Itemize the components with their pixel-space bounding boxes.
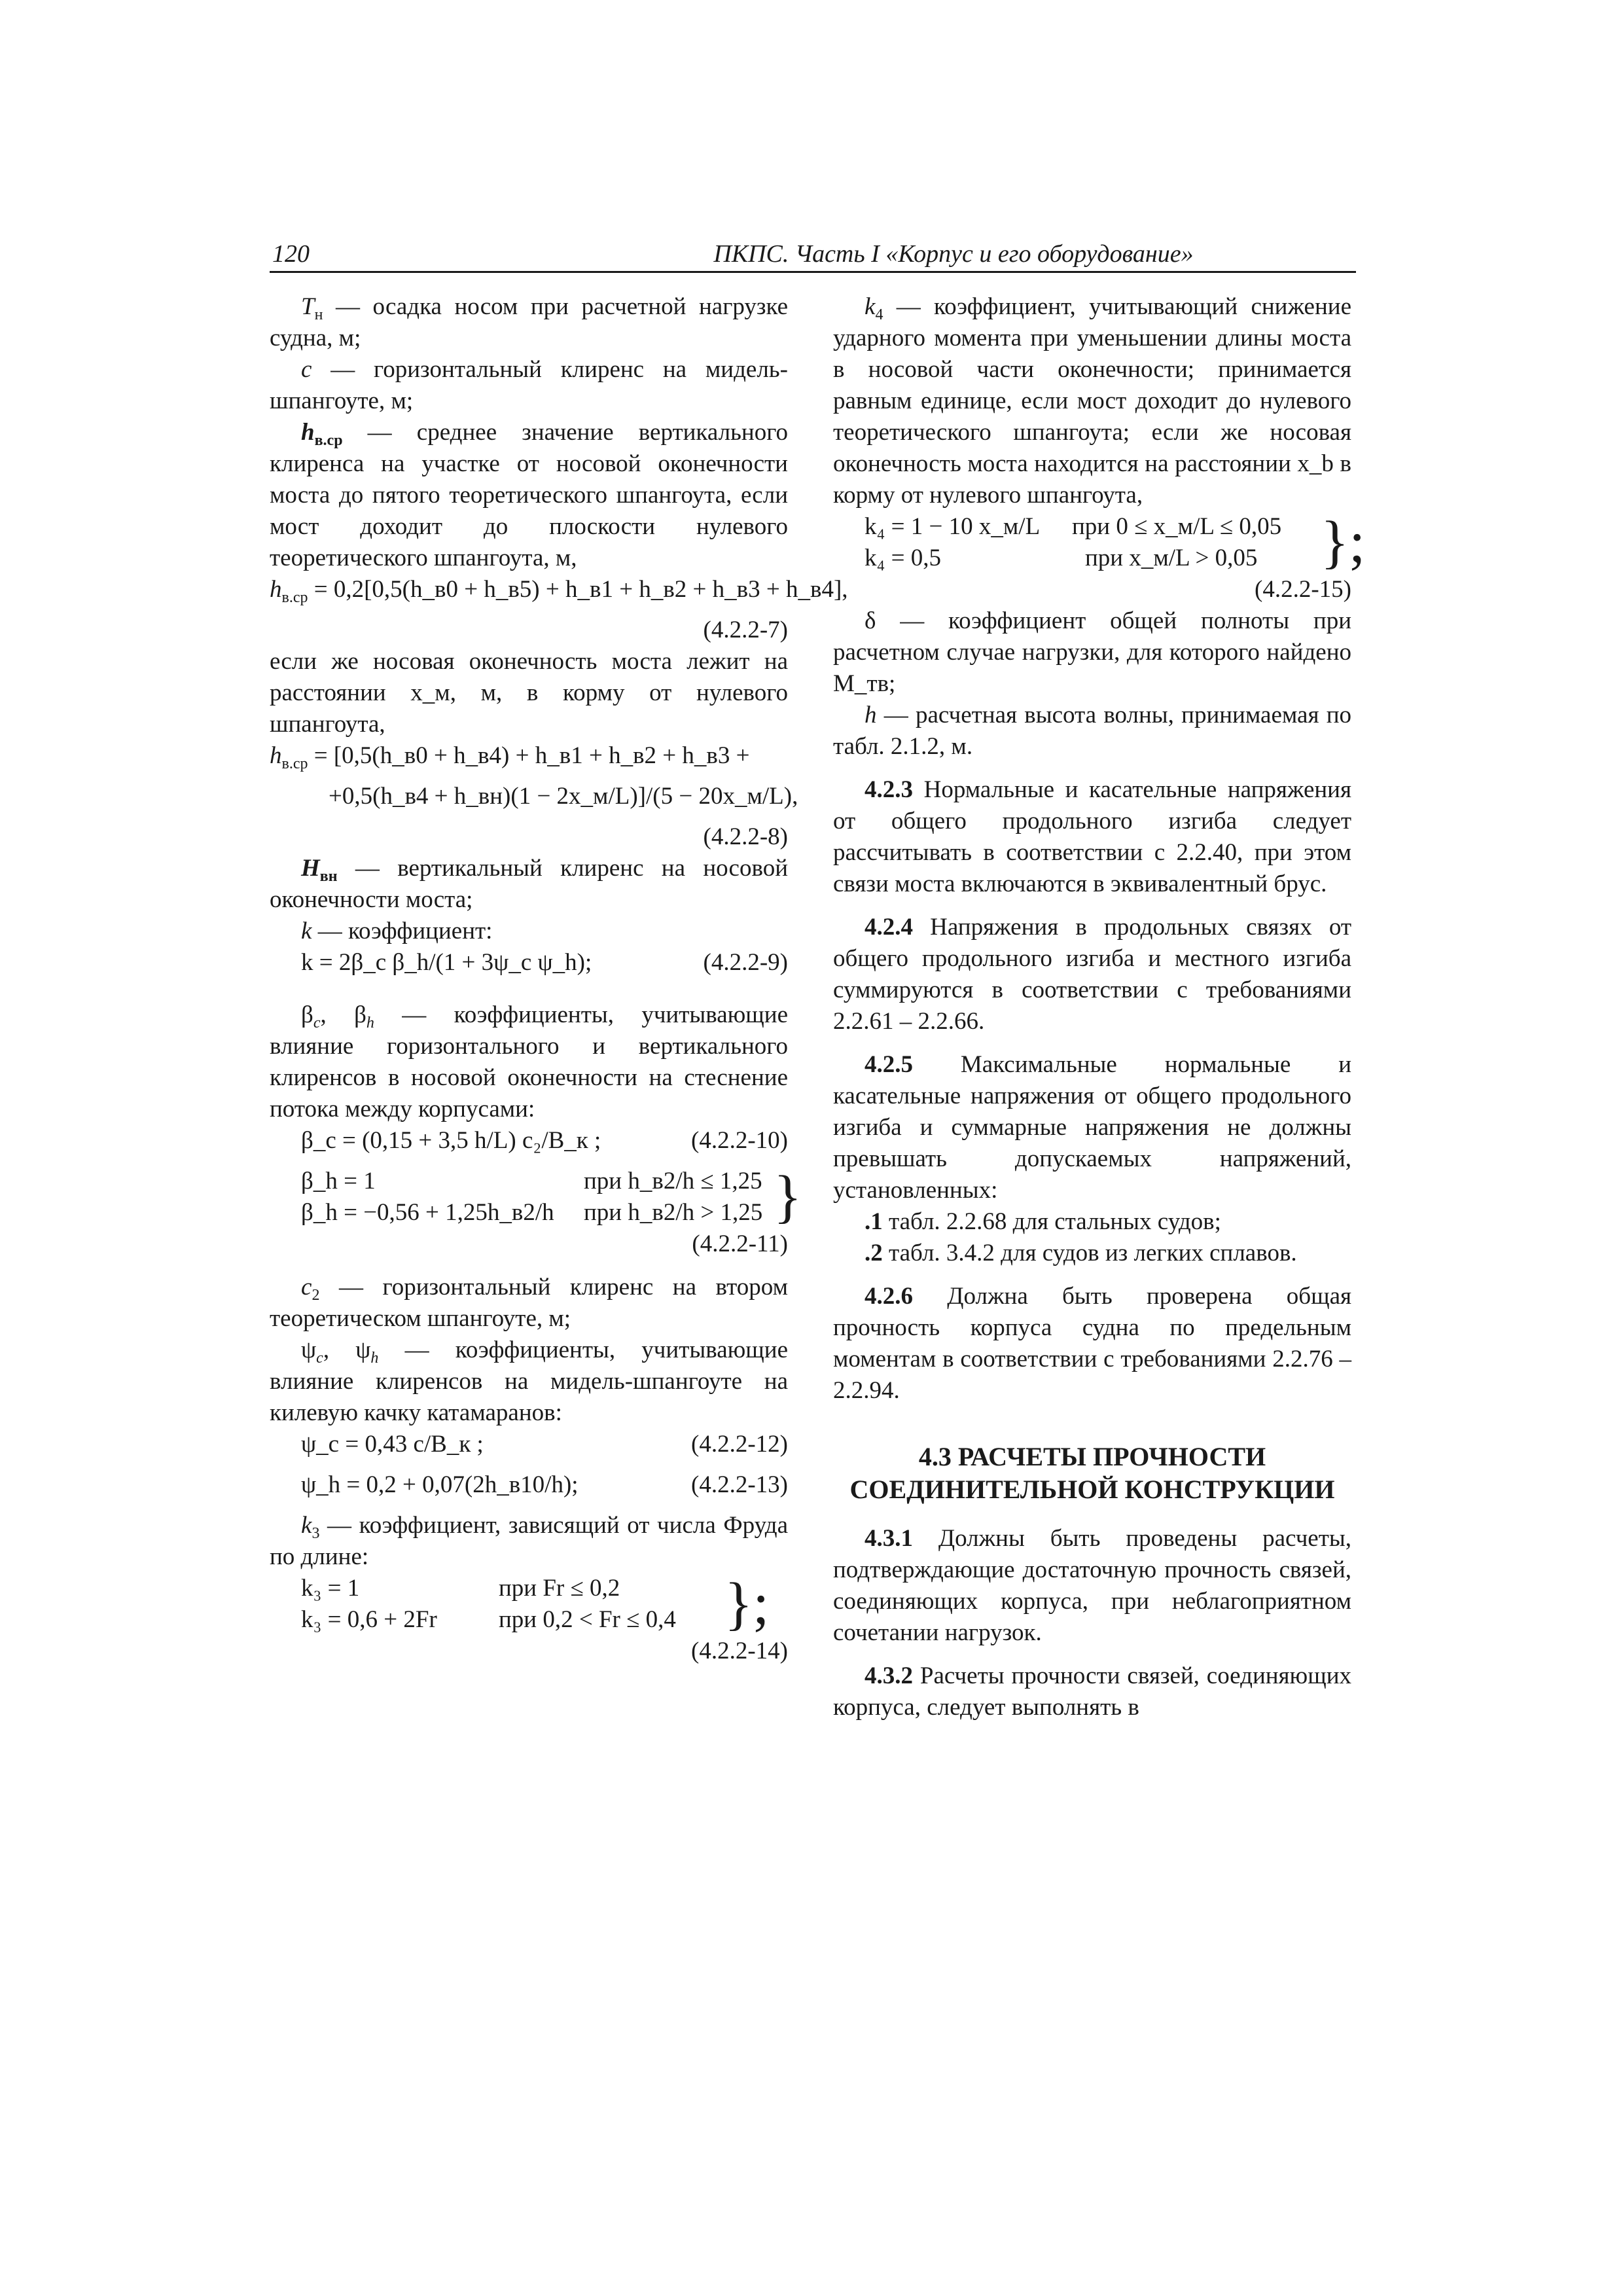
eq-number-8: (4.2.2-8) <box>703 823 788 850</box>
page-number: 120 <box>272 240 310 268</box>
section-4-2-3: 4.2.3 Нормальные и касательные напряжения от общего продольного изгиба следует рассчитывать в соответствии с 2.2.40, при этом связи моста включаются в эквивалентный брус. <box>833 776 1352 897</box>
def-tn: $T_н$ — осадка носом при расчетной нагрузке судна, м; <box>270 293 789 351</box>
running-title: ПКПС. Часть I «Корпус и его оборудование» <box>713 240 1194 268</box>
eq-number-13: (4.2.2-13) <box>691 1471 788 1498</box>
def-hvsr: $h_{в.ср}$ — среднее значение вертикального клиренса на участке от носовой оконечности моста до пятого теоретического шпангоута, если мост доходит до плоскости нулевого теоретического шпангоута, м, <box>270 419 788 571</box>
eq-number-9: (4.2.2-9) <box>703 949 788 976</box>
def-hvn: $H_{вн}$ — вертикальный клиренс на носовой оконечности моста; <box>270 855 788 913</box>
item-2: .2 табл. 3.4.2 для судов из легких сплавов. <box>865 1240 1297 1266</box>
section-heading-4-3: 4.3 РАСЧЕТЫ ПРОЧНОСТИ СОЕДИНИТЕЛЬНОЙ КОНСТРУКЦИИ <box>849 1442 1335 1504</box>
formula-4-2-2-9: k = 2β_c β_h/(1 + 3ψ_c ψ_h); (4.2.2-9) <box>270 947 788 988</box>
eq-number-7: (4.2.2-7) <box>703 617 788 643</box>
def-c: c — горизонтальный клиренс на мидель-шпангоуте, м; <box>270 356 788 414</box>
formula-4-2-2-13: ψ_h = 0,2 + 0,07(2h_в10/h); (4.2.2-13) <box>270 1469 788 1510</box>
def-beta: $\beta_c$, $\beta_h$ — коэффициенты, учитывающие влияние горизонтального и вертикального клиренсов в носовой оконечности на стеснение потока между корпусами: <box>270 1001 789 1122</box>
formula-4-2-2-10: β_c = (0,15 + 3,5 h/L) c₂/B_к ; (4.2.2-10) <box>270 1125 788 1166</box>
eq-number-15: (4.2.2-15) <box>1255 576 1351 603</box>
item-1: .1 табл. 2.2.68 для стальных судов; <box>865 1208 1221 1235</box>
section-4-2-5: 4.2.5 Максимальные нормальные и касательные напряжения от общего продольного изгиба и суммарные напряжения не должны превышать допускаемых напряжений, установленных: <box>833 1051 1351 1204</box>
formula-4-2-2-7: $h_{в.ср}$ = 0,2[0,5(h_в0 + h_в5) + h_в1 + h_в2 + h_в3 + h_в4], <box>270 576 848 606</box>
def-k4: $k_4$ — коэффициент, учитывающий снижение ударного момента при уменьшении длины моста в носовой части оконечности; принимается равным единице, если мост доходит до нулевого теоретического шпангоута; если же носовая оконечность моста находится на расстоянии x_b в корму от нулевого шпангоута, <box>833 293 1351 509</box>
formula-4-2-2-15: k₄ = 1 − 10 x_м/L при 0 ≤ x_м/L ≤ 0,05 k₄ = 0,5 при x_м/L > 0,05 }; <box>865 510 1366 575</box>
section-4-2-4: 4.2.4 Напряжения в продольных связях от общего продольного изгиба и местного изгиба суммируются в соответствии с требованиями 2.2.61 – 2.2.66. <box>833 914 1351 1035</box>
formula-4-2-2-8b: +0,5(h_в4 + h_вн)(1 − 2x_м/L)]/(5 − 20x_м/L), <box>329 783 798 810</box>
eq-number-11: (4.2.2-11) <box>692 1230 788 1257</box>
eq-number-12: (4.2.2-12) <box>691 1431 788 1458</box>
section-4-2-6: 4.2.6 Должна быть проверена общая прочность корпуса судна по предельным моментам в соответствии с требованиями 2.2.76 – 2.2.94. <box>833 1283 1352 1404</box>
eq-number-14: (4.2.2-14) <box>691 1638 788 1664</box>
running-header <box>270 238 1356 273</box>
left-column <box>270 291 848 1667</box>
def-h: h — расчетная высота волны, принимаемая по табл. 2.1.2, м. <box>833 702 1352 760</box>
def-k3: $k_3$ — коэффициент, зависящий от числа Фруда по длине: <box>270 1512 789 1570</box>
formula-4-2-2-8a: $h_{в.ср}$ = [0,5(h_в0 + h_в4) + h_в1 + h_в2 + h_в3 + <box>270 742 750 772</box>
section-4-3-1: 4.3.1 Должны быть проведены расчеты, подтверждающие достаточную прочность связей, соединяющих корпуса, при неблагоприятном сочетании нагрузок. <box>833 1525 1352 1646</box>
formula-4-2-2-14: k₃ = 1 при Fr ≤ 0,2 k₃ = 0,6 + 2Fr при 0,2 < Fr ≤ 0,4 }; <box>301 1571 770 1636</box>
def-delta: δ — коэффициент общей полноты при расчетном случае нагрузки, для которого найдено M_тв; <box>833 607 1351 697</box>
section-4-3-2: 4.3.2 Расчеты прочности связей, соединяющих корпуса, следует выполнять в <box>833 1662 1351 1721</box>
def-c2: $c_2$ — горизонтальный клиренс на втором теоретическом шпангоуте, м; <box>270 1274 788 1332</box>
right-column <box>833 291 1366 1723</box>
para-bow-end: если же носовая оконечность моста лежит на расстоянии x_м, м, в корму от нулевого шпангоута, <box>270 648 788 738</box>
eq-number-10: (4.2.2-10) <box>691 1127 788 1154</box>
def-psi: $\psi_c$, $\psi_h$ — коэффициенты, учитывающие влияние клиренсов на мидель-шпангоуте на килевую качку катамаранов: <box>270 1336 789 1426</box>
def-k: k — коэффициент: <box>301 918 493 944</box>
formula-4-2-2-11: β_h = 1 при h_в2/h ≤ 1,25 β_h = −0,56 + 1,25h_в2/h при h_в2/h > 1,25 } <box>301 1164 802 1229</box>
formula-4-2-2-12: ψ_c = 0,43 c/B_к ; (4.2.2-12) <box>270 1429 788 1469</box>
